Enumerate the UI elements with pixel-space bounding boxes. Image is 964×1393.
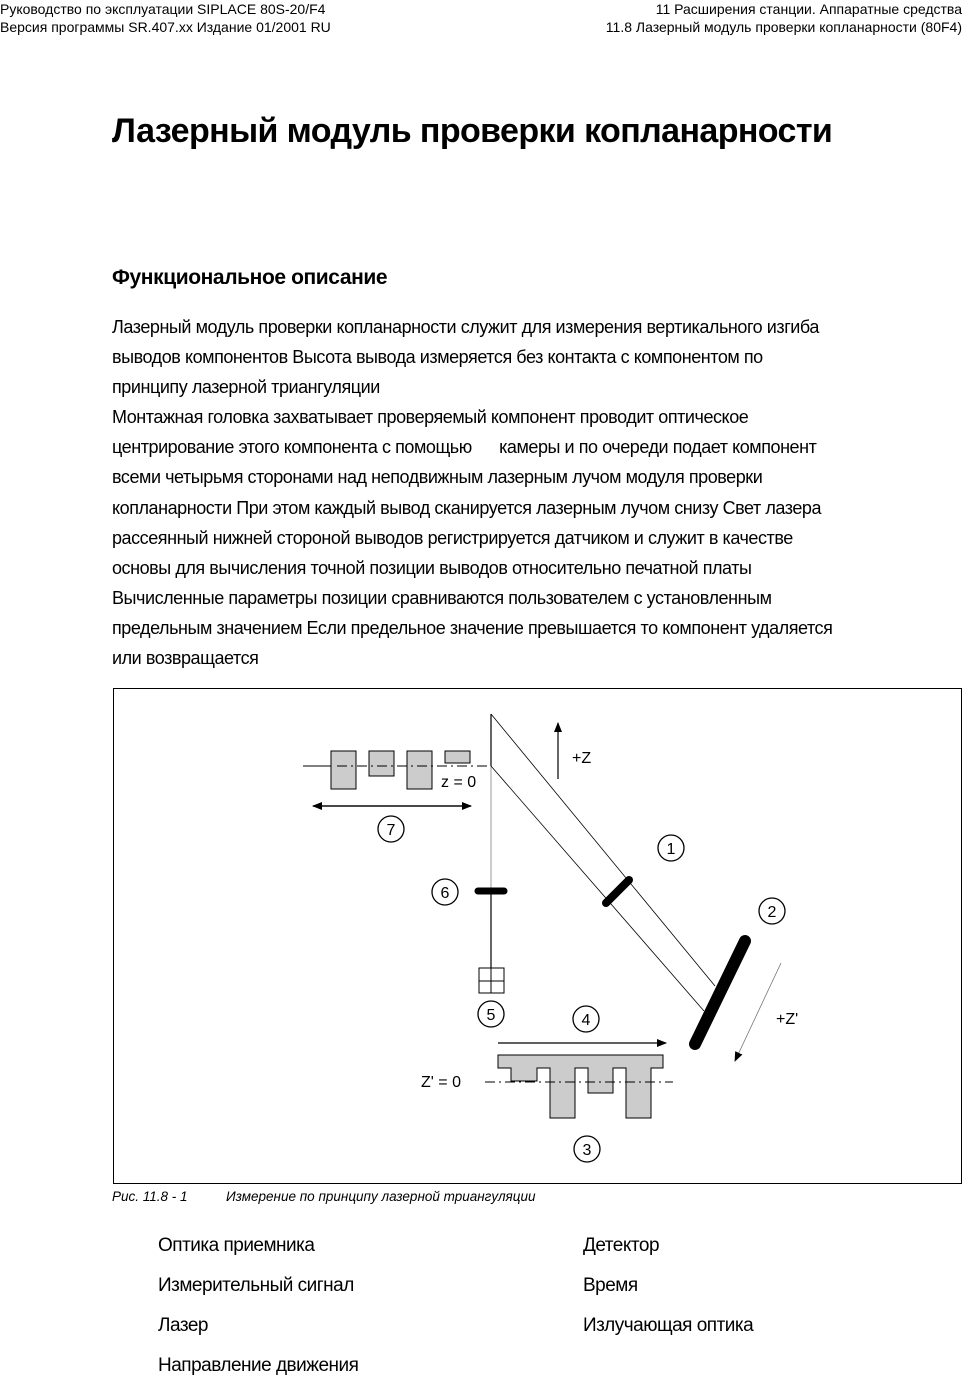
body-line: Вычисленные параметры позиции сравниваются пользователем с установленным [112,587,772,608]
callout-5 [478,1001,504,1027]
legend-item: Измерительный сигнал [158,1275,354,1296]
legend-item: Оптика приемника [158,1235,315,1256]
legend-item: Излучающая оптика [583,1315,754,1336]
body-line: выводов компонентов Высота вывода измеряется без контакта с компонентом по [112,347,763,368]
svg-text:7: 7 [386,822,396,839]
legend-item: Детектор [583,1235,660,1256]
body-line: Монтажная головка захватывает проверяемый компонент проводит оптическое [112,407,749,428]
legend-item: Время [583,1275,638,1296]
measurement-signal [498,1055,663,1118]
manual-title: Руководство по эксплуатации SIPLACE 80S-20/F4 [0,1,326,17]
callout-6 [432,879,458,905]
version-edition: Версия программы SR.407.xx Издание 01/2001 RU [0,19,331,35]
body-line: всеми четырьмя сторонами над неподвижным лазерным лучом модуля проверки [112,467,763,488]
z-prime-zero-label: Z' = 0 [421,1074,461,1091]
svg-text:4: 4 [581,1012,591,1029]
callout-3 [574,1136,600,1162]
receiver-optics [606,880,629,903]
legend-row [158,1353,918,1393]
z-zero-label: z = 0 [441,774,477,791]
detector [695,941,745,1044]
plus-z-prime-label: +Z' [776,1011,799,1028]
callout-1 [658,835,684,861]
chapter-title: 11 Расширения станции. Аппаратные средства [655,1,962,17]
svg-text:2: 2 [767,904,777,921]
svg-text:3: 3 [582,1142,592,1159]
figure-caption [112,1189,536,1204]
body-line: рассеянный нижней стороной выводов регистрируется датчиком и служит в качестве [112,527,793,548]
body-line: центрирование этого компонента с помощью камеры и по очереди подает компонент [112,437,817,458]
svg-text:6: 6 [440,885,450,902]
plus-z-prime-arrow [735,963,781,1061]
legend-item: Лазер [158,1315,208,1336]
svg-text:5: 5 [486,1007,496,1024]
page-title: Лазерный модуль проверки копланарности [112,112,833,150]
callout-4 [573,1006,599,1032]
body-line: принципу лазерной триангуляции [112,377,380,398]
legend-row [158,1313,918,1353]
section-reference: 11.8 Лазерный модуль проверки копланарности (80F4) [605,19,962,35]
section-heading: Функциональное описание [112,266,388,289]
legend-row [158,1273,918,1313]
figure-number: Рис. 11.8 - 1 [112,1189,188,1204]
laser-source [479,968,504,993]
body-line: копланарности При этом каждый вывод сканируется лазерным лучом снизу Свет лазера [112,497,822,518]
laser-beams [491,714,715,1011]
laser-triangulation-figure [113,688,962,1184]
plus-z-label: +Z [572,750,592,767]
body-line: Лазерный модуль проверки копланарности служит для измерения вертикального изгиба [112,317,819,337]
legend-item: Направление движения [158,1355,359,1376]
body-line: предельным значением Если предельное значение превышается то компонент удаляется [112,617,833,638]
body-line: основы для вычисления точной позиции выводов относительно печатной платы [112,557,752,578]
figure-caption-text: Измерение по принципу лазерной триангуляции [226,1189,536,1204]
body-line: или возвращается [112,648,259,669]
triangulation-diagram [1,1,964,1380]
figure-legend [158,1233,918,1393]
callout-7 [378,816,404,842]
callout-2 [759,898,785,924]
svg-text:1: 1 [666,841,676,858]
legend-row [158,1233,918,1273]
